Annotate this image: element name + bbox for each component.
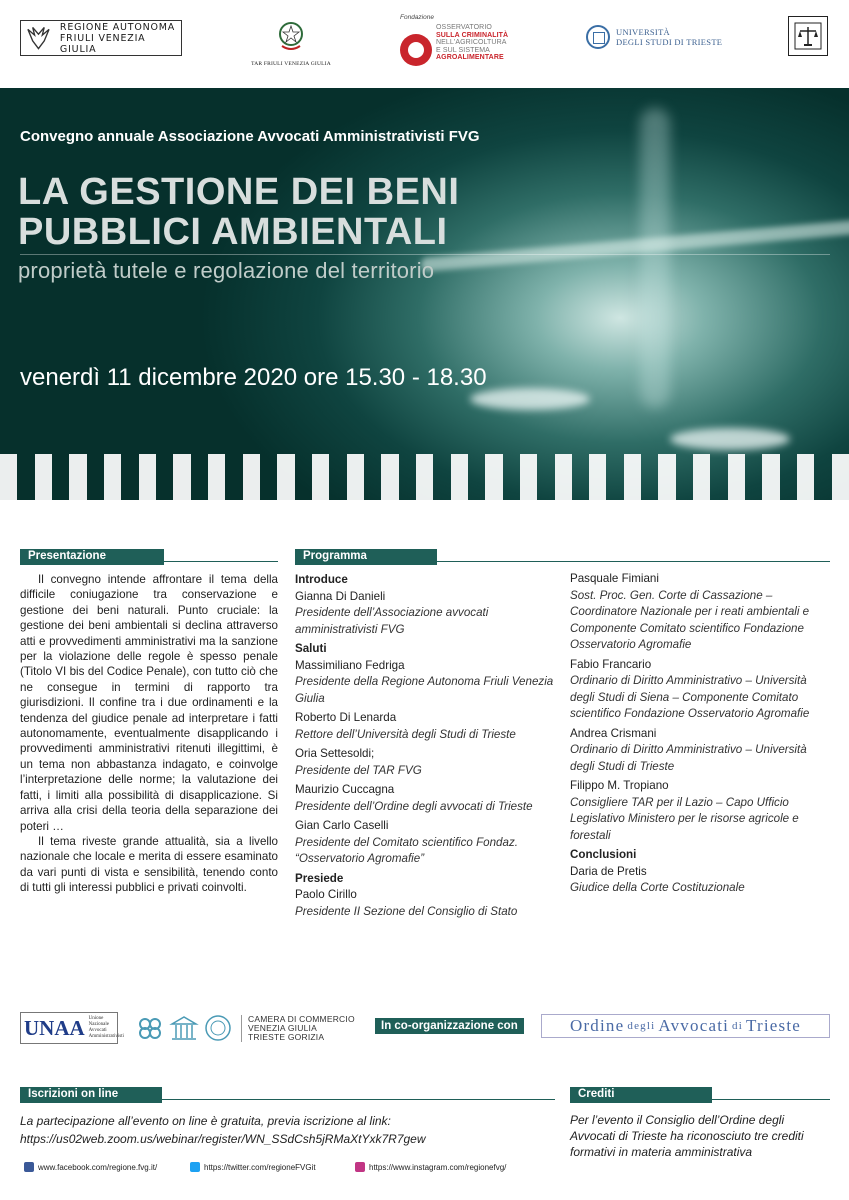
oss-l2: SULLA CRIMINALITÀ (436, 31, 509, 39)
speaker-role: Presidente del TAR FVG (295, 763, 422, 777)
facebook-icon (24, 1162, 34, 1172)
speaker-name: Gian Carlo Caselli (295, 819, 389, 832)
ordine-word-d: di (732, 1020, 744, 1032)
speaker-name: Pasquale Fimiani (570, 572, 659, 585)
italian-emblem-icon (276, 18, 306, 52)
oss-fondazione: Fondazione (400, 14, 434, 21)
event-title-line1: LA GESTIONE DEI BENI (18, 171, 460, 213)
scales-post-decoration (640, 108, 670, 408)
presentazione-paragraph-1: Il convegno intende affrontare il tema della difficile coniugazione tra conservazione e gestione dei beni naturali. Punto cruciale: la gestione dei beni ambientali si declina attraverso atti e provvedimenti amministrativi ma la sanzione per la violazione delle regole è spesso penale (Titolo VI bis del Codice Penale), con tutto ciò che ne consegue in termini di rapporto tra giurisdizioni. Il confine tra i due ordinamenti e la tendenza del giudice penale ad interpretare i fatti autonomamente, eventualmente disapplicando i provvedimenti amministrativi ritenuti illegittimi, è un tema non abbastanza indagato, e coinvolge l’interpretazione delle norme; la valutazione dei fatti, i limiti alla possibilità di disapplicazione. Si arriva alla crisi della teoria della separazione dei poteri … (20, 573, 278, 833)
cam-l3: TRIESTE GORIZIA (248, 1031, 325, 1042)
speaker-name: Andrea Crismani (570, 726, 657, 740)
presentazione-paragraph-2: Il tema riveste grande attualità, sia a livello nazionale che locale e merita di essere esaminato da vari punti di vista e sensibilità, tenendo conto di tutti gli interessi pubblici e privati coinvolti. (20, 834, 278, 895)
regione-fvg-logo (20, 20, 182, 56)
speaker-name: Filippo M. Tropiano (570, 779, 669, 792)
twitter-icon (190, 1162, 200, 1172)
speaker-name: Maurizio Cuccagna (295, 783, 395, 796)
una-small4: Amministrativisti (88, 1034, 124, 1039)
ordine-word-c: Avvocati (658, 1016, 730, 1035)
presentazione-header (20, 546, 278, 562)
speaker-name: Paolo Cirillo (295, 888, 357, 901)
scales-beam-decoration (420, 218, 849, 272)
twitter-link[interactable] (190, 1162, 316, 1172)
cam-l2: VENEZIA GIULIA (248, 1022, 317, 1033)
facebook-link[interactable] (24, 1162, 157, 1172)
instagram-url: https://www.instagram.com/regionefvg/ (369, 1162, 507, 1172)
speaker-role: Presidente della Regione Autonoma Friuli Venezia Giulia (295, 675, 554, 705)
seal-icon (203, 1014, 233, 1042)
iscrizioni-line1: La partecipazione all’evento on line è gratuita, previa iscrizione al link: (20, 1114, 391, 1128)
event-date: venerdì 11 dicembre 2020 ore 15.30 - 18.30 (20, 364, 487, 391)
oss-l5: AGROALIMENTARE (436, 54, 504, 61)
crediti-heading: Crediti (570, 1087, 712, 1103)
conclusioni-heading: Conclusioni (570, 848, 637, 861)
programma-column-right (570, 571, 830, 900)
presentazione-heading: Presentazione (20, 549, 164, 565)
oss-l1: OSSERVATORIO (436, 24, 492, 31)
units-logo (586, 22, 736, 52)
hero-divider (20, 254, 830, 255)
scales-emblem-icon (793, 21, 823, 51)
ordine-word-a: Ordine (569, 1016, 625, 1035)
units-l1: UNIVERSITÀ (616, 27, 670, 37)
intro-heading: Introduce (295, 573, 348, 586)
speaker-name: Roberto Di Lenarda (295, 711, 397, 724)
oss-l4: E SUL SISTEMA (436, 46, 490, 54)
oss-l3: NELL'AGRICOLTURA (436, 39, 507, 46)
speaker-role: Presidente dell’Associazione avvocati amministrativisti FVG (295, 606, 489, 636)
units-l2: DEGLI STUDI DI TRIESTE (616, 37, 723, 47)
presentazione-text (20, 572, 278, 896)
tar-logo (246, 18, 336, 67)
una-logo (20, 1012, 124, 1044)
speaker-name: Fabio Francario (570, 657, 652, 671)
iscrizioni-heading: Iscrizioni on line (20, 1087, 162, 1103)
instagram-link[interactable] (355, 1162, 506, 1172)
tar-label: TAR FRIULI VENEZIA GIULIA (251, 61, 331, 67)
eagle-icon (25, 25, 52, 51)
cam-l1: CAMERA DI COMMERCIO (248, 1013, 355, 1024)
event-title-line2: PUBBLICI AMBIENTALI (18, 211, 448, 253)
ordine-avvocati-trieste-logo (541, 1014, 830, 1038)
header-logos (0, 0, 849, 88)
presiede-heading: Presiede (295, 871, 344, 885)
university-seal-icon (586, 25, 610, 49)
ordine-word-e: Trieste (746, 1016, 802, 1035)
event-subtitle: proprietà tutele e regolazione del territorio (18, 258, 435, 283)
speaker-role: Giudice della Corte Costituzionale (570, 881, 745, 894)
event-organizer: Convegno annuale Associazione Avvocati Amministrativisti FVG (20, 128, 480, 145)
una-letters: UNAA (24, 1015, 85, 1040)
speaker-role: Presidente dell’Ordine degli avvocati di Trieste (295, 799, 533, 813)
crediti-header (570, 1084, 830, 1100)
co-organization-label: In co-organizzazione con (375, 1018, 524, 1034)
fvg-line1: REGIONE AUTONOMA (59, 21, 176, 33)
iscrizioni-text (20, 1112, 560, 1148)
scales-pan-right-decoration (670, 428, 790, 450)
camera-commercio-logo (135, 1012, 361, 1044)
speaker-role: Ordinario di Diritto Amministrativo – Università degli Studi di Trieste (570, 743, 807, 773)
speaker-role: Presidente del Comitato scientifico Fondaz. “Osservatorio Agromafie” (295, 835, 518, 865)
una-small2: Nazionale (88, 1022, 109, 1027)
programma-heading: Programma (295, 549, 437, 565)
speaker-name: Daria de Pretis (570, 864, 647, 878)
programma-column-left (295, 571, 555, 923)
osservatorio-logo (398, 14, 528, 66)
ordine-emblem-logo (788, 16, 828, 56)
knot-icon (135, 1014, 165, 1042)
speaker-name: Oria Settesoldi; (295, 747, 375, 760)
speaker-role: Presidente II Sezione del Consiglio di Stato (295, 904, 518, 918)
programma-header (295, 546, 830, 562)
oss-ring-icon (400, 34, 432, 66)
film-strip-decoration (0, 454, 849, 500)
speaker-role: Consigliere TAR per il Lazio – Capo Ufficio Legislativo Ministero per le risorse agricole e forestali (570, 795, 799, 842)
speaker-role: Ordinario di Diritto Amministrativo – Università degli Studi di Siena – Componente Comitato scientifico Fondazione Osservatorio Agromafie (570, 674, 810, 720)
instagram-icon (355, 1162, 365, 1172)
building-icon (169, 1014, 199, 1042)
registration-link[interactable]: https://us02web.zoom.us/webinar/register/WN_SSdCsh5jRMaXtYxk7R7gew (20, 1132, 426, 1146)
crediti-text: Per l’evento il Consiglio dell’Ordine degli Avvocati di Trieste ha riconosciuto tre crediti formativi in materia amministrativa (570, 1113, 804, 1159)
fvg-line2: FRIULI VENEZIA GIULIA (59, 32, 146, 55)
speaker-name: Massimiliano Fedriga (295, 658, 405, 672)
speaker-role: Rettore dell’Università degli Studi di Trieste (295, 727, 516, 741)
speaker-role: Sost. Proc. Gen. Corte di Cassazione – Coordinatore Nazionale per i reati ambientali e Componente Comitato scientifico Fondazione Osservatorio Agromafie (570, 588, 810, 651)
una-small1: Unione (88, 1016, 104, 1021)
ordine-word-b: degli (627, 1020, 656, 1032)
speaker-name: Gianna Di Danieli (295, 589, 386, 603)
facebook-url: www.facebook.com/regione.fvg.it/ (38, 1162, 158, 1172)
twitter-url: https://twitter.com/regioneFVGit (204, 1162, 316, 1172)
una-small3: Avvocati (88, 1028, 107, 1033)
scales-pan-left-decoration (470, 388, 590, 410)
saluti-heading: Saluti (295, 642, 327, 655)
iscrizioni-header (20, 1084, 555, 1100)
hero-banner (0, 88, 849, 500)
